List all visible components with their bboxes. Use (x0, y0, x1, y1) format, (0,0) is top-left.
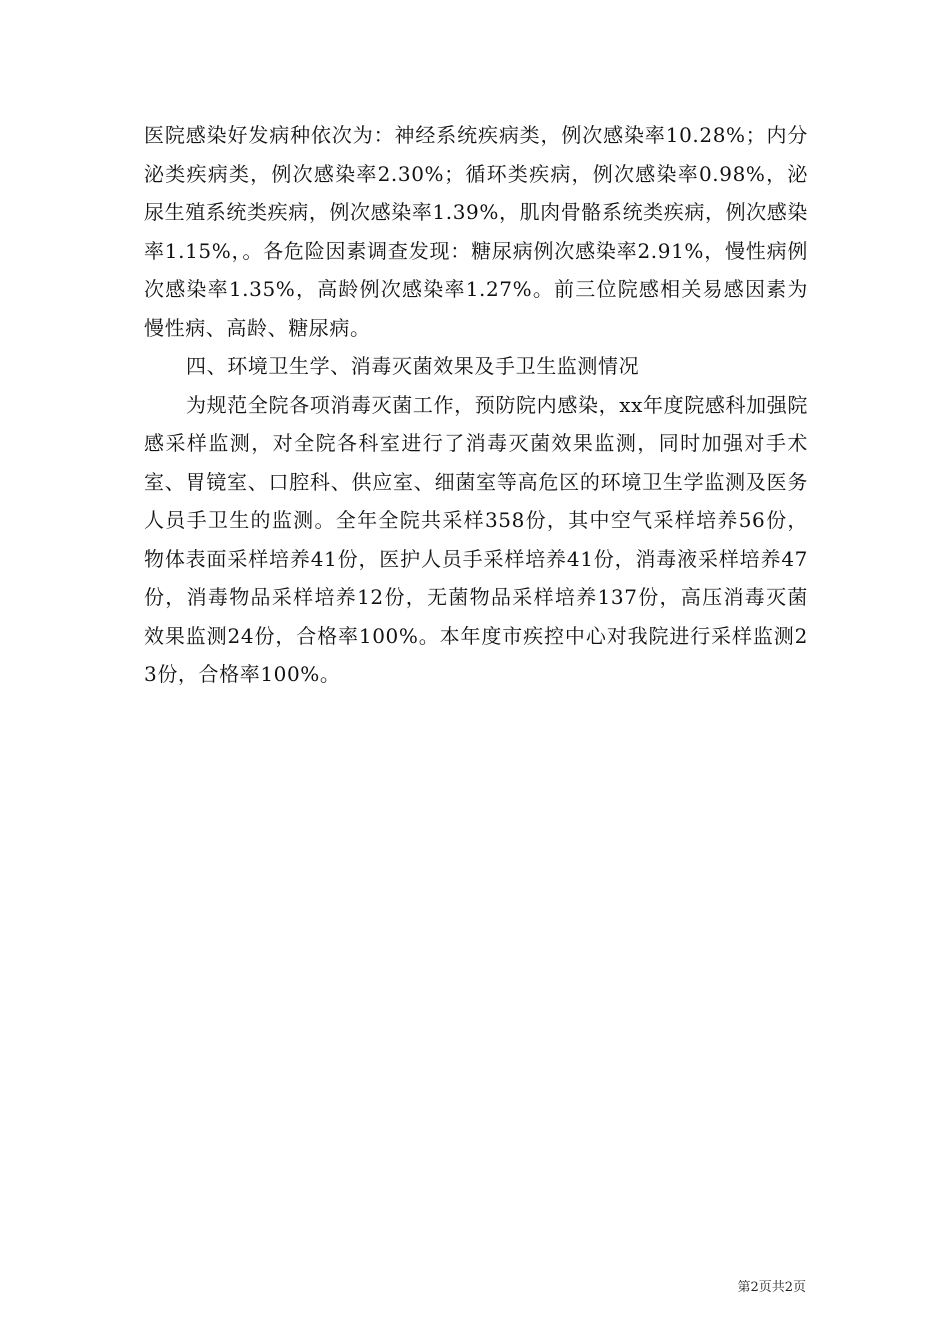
paragraph-infection-disease-types: 医院感染好发病种依次为：神经系统疾病类，例次感染率10.28%；内分泌类疾病类，例次感染率2.30%；循环类疾病，例次感染率0.98%，泌尿生殖系统类疾病，例次感染率1.39%，肌肉骨骼系统类疾病，例次感染率1.15%，。各危险因素调查发现：糖尿病例次感染率2.91%，慢性病例次感染率1.35%，高龄例次感染率1.27%。前三位院感相关易感因素为慢性病、高龄、糖尿病。 (144, 123, 808, 340)
document-body (144, 116, 808, 694)
page-number-footer: 第2页共2页 (737, 1280, 806, 1295)
section-heading-environment-hygiene: 四、环境卫生学、消毒灭菌效果及手卫生监测情况 (186, 354, 640, 378)
paragraph-disinfection-monitoring: 为规范全院各项消毒灭菌工作，预防院内感染，xx年度院感科加强院感采样监测，对全院各科室进行了消毒灭菌效果监测，同时加强对手术室、胃镜室、口腔科、供应室、细菌室等高危区的环境卫生学监测及医务人员手卫生的监测。全年全院共采样358份，其中空气采样培养56份，物体表面采样培养41份，医护人员手采样培养41份，消毒液采样培养47份，消毒物品采样培养12份，无菌物品采样培养137份，高压消毒灭菌效果监测24份，合格率100%。本年度市疾控中心对我院进行采样监测23份，合格率100%。 (144, 392, 808, 686)
